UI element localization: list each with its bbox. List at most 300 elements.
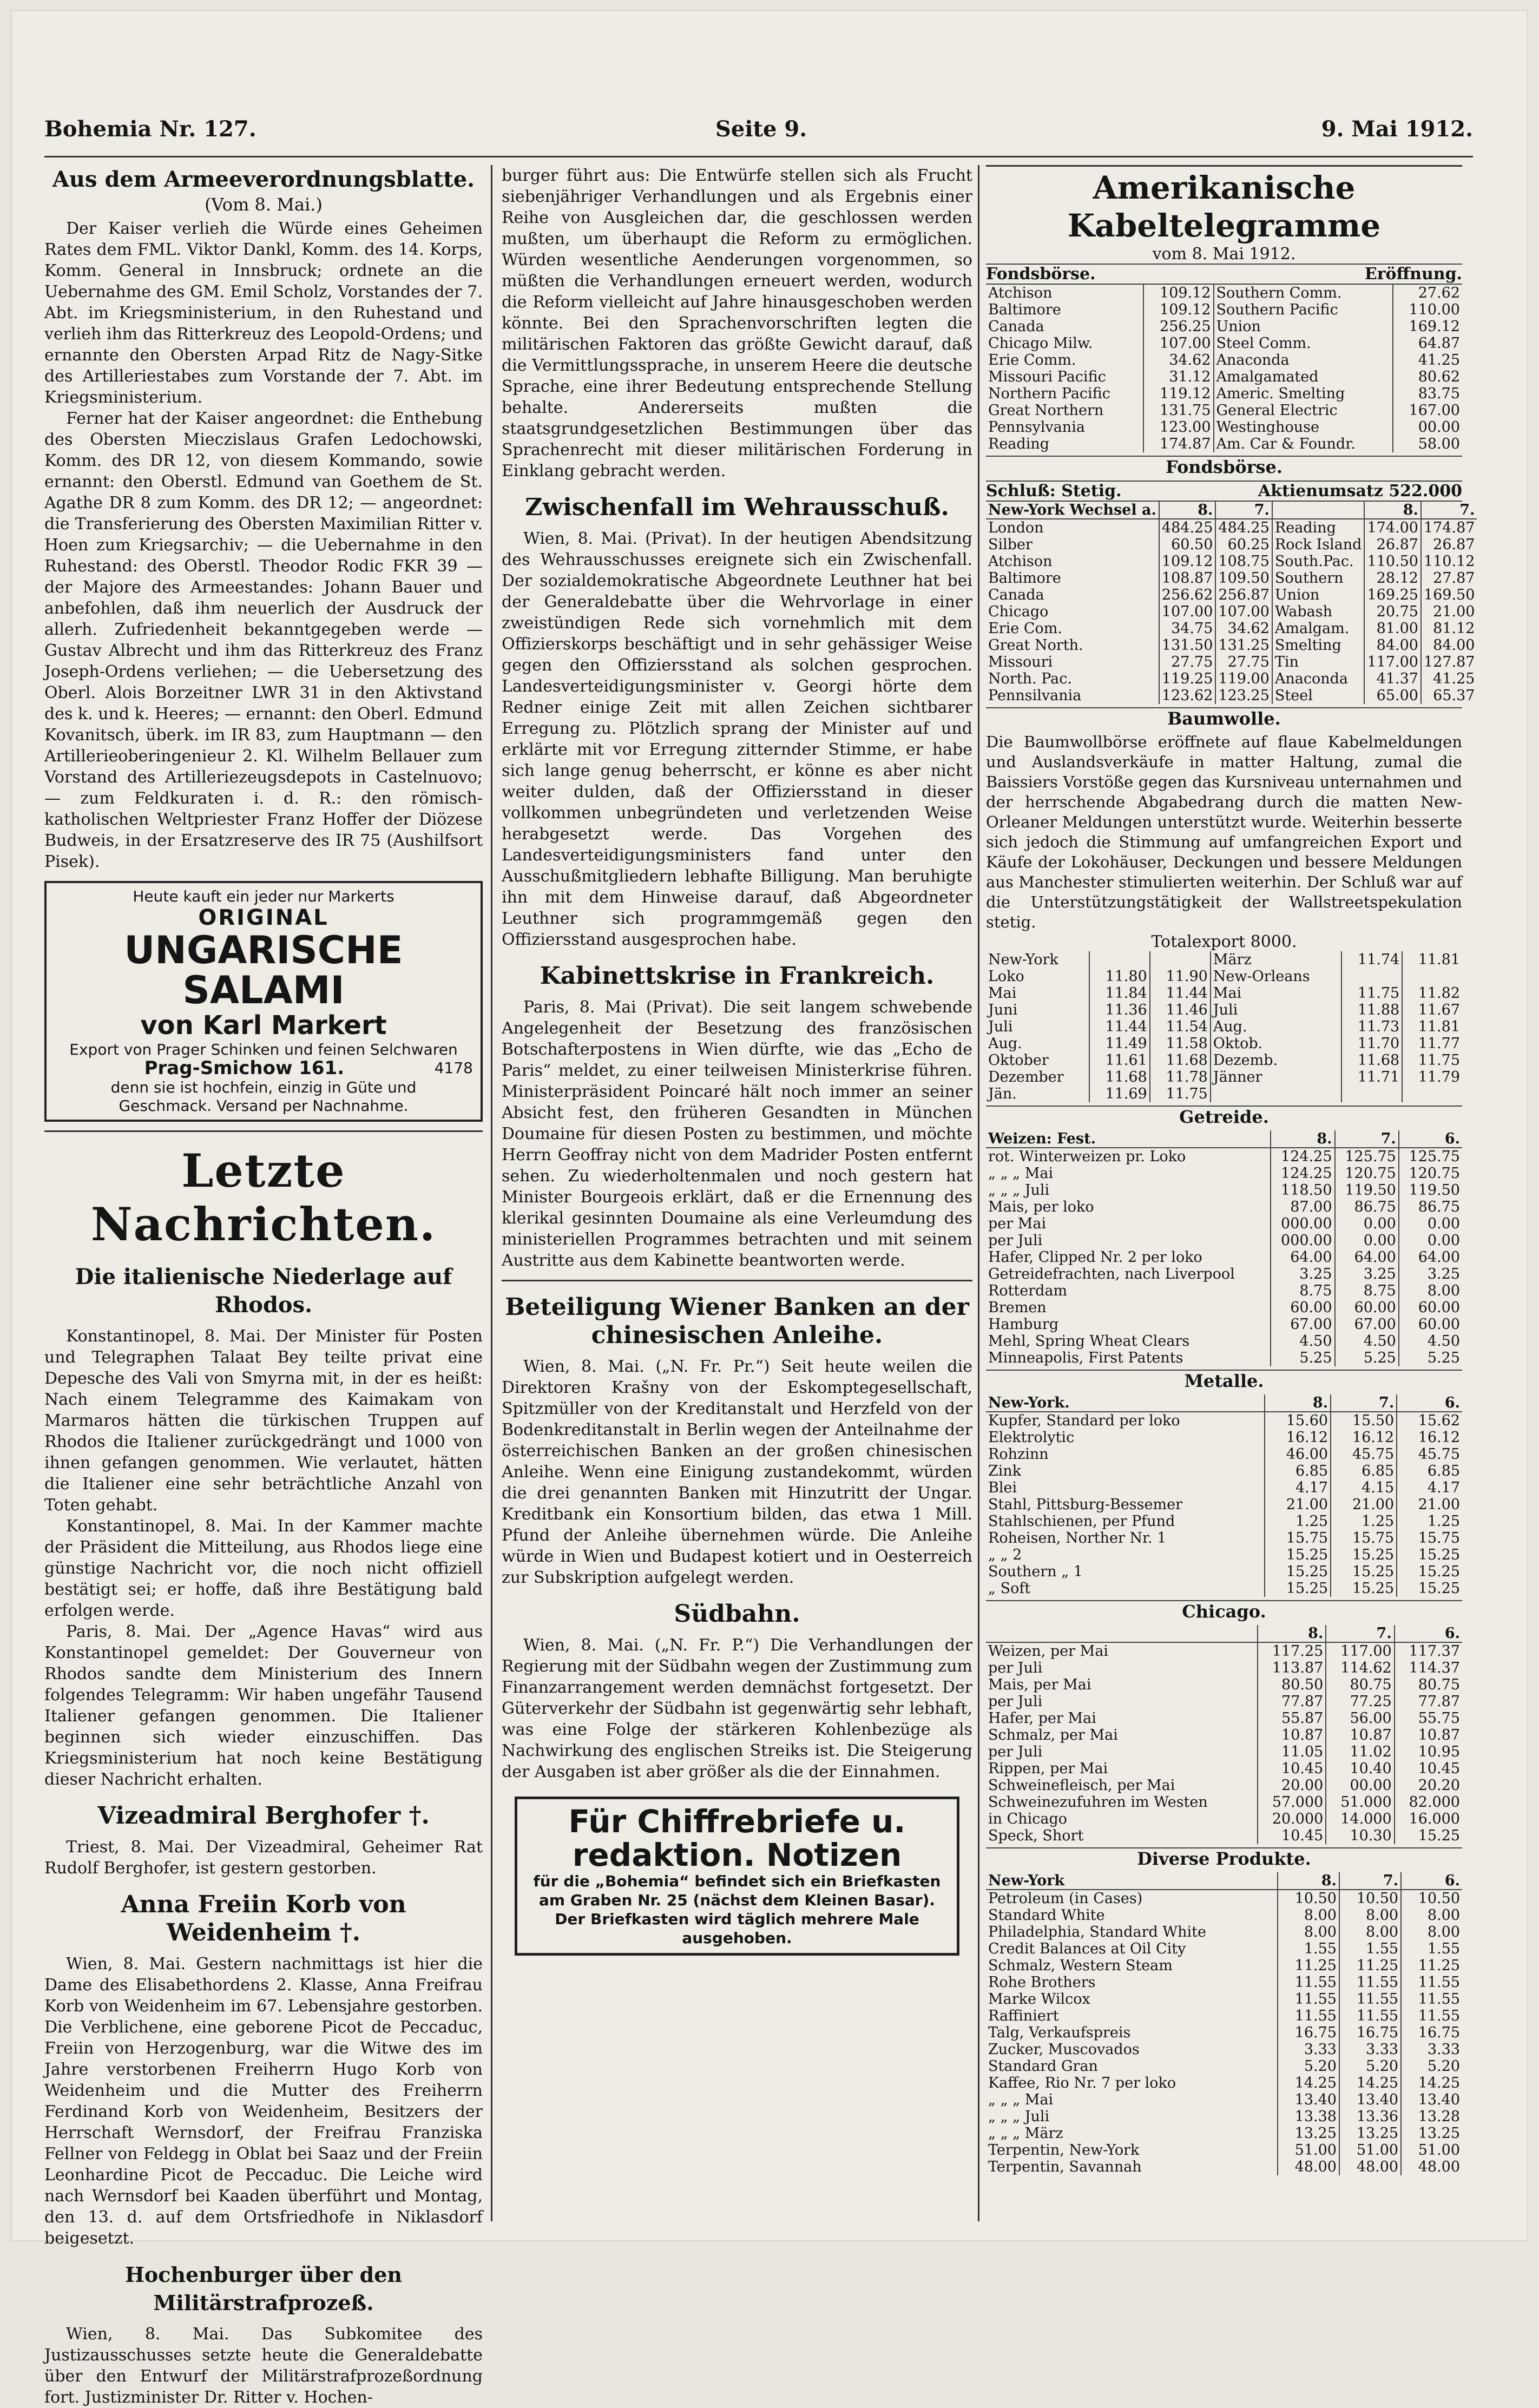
fonds-opening-table <box>986 285 1462 452</box>
table-row <box>986 587 1477 603</box>
table-cell: 34.62 <box>1143 352 1213 369</box>
table-cell: 11.90 <box>1150 968 1211 985</box>
table-cell: 119.00 <box>1215 670 1272 687</box>
table-cell: 13.25 <box>1278 2125 1339 2142</box>
table-cell: „ „ „ Mai <box>988 1165 1054 1182</box>
table-cell: 15.62 <box>1397 1412 1462 1429</box>
table-cell: 82.000 <box>1395 1794 1462 1811</box>
table-cell: South.Pac. <box>1272 553 1365 570</box>
table-cell <box>1272 502 1365 519</box>
table-cell: 1.25 <box>1331 1513 1397 1530</box>
table-cell: 41.25 <box>1393 352 1462 369</box>
table-cell: Canada <box>988 587 1044 603</box>
table-row <box>986 570 1477 587</box>
table-cell: 6.85 <box>1397 1463 1462 1479</box>
table-cell: Southern <box>1272 570 1365 587</box>
table-cell: 21.00 <box>1421 603 1477 620</box>
table-row <box>986 335 1462 352</box>
table-cell: Hafer, Clipped Nr. 2 per loko <box>988 1249 1202 1266</box>
separator <box>502 1280 972 1281</box>
table-cell: 11.44 <box>1150 985 1211 1002</box>
chiffre-body: für die „Bohemia“ befindet sich ein Briefkasten am Graben Nr. 25 (nächst dem Kleinen Basar). Der Briefkasten wird täglich mehrere Male ausgehoben. <box>533 1872 941 1947</box>
table-cell: 15.25 <box>1397 1563 1462 1580</box>
table-cell: 10.50 <box>1339 1890 1401 1907</box>
table-cell: „ Soft <box>988 1580 1031 1597</box>
kabeltelegramme-title: Amerikanische Kabeltelegramme <box>986 165 1462 245</box>
table-cell: 11.77 <box>1402 1035 1462 1052</box>
table-cell: 127.87 <box>1421 654 1477 670</box>
baumwolle-table <box>986 951 1462 1102</box>
table-cell: 51.000 <box>1326 1794 1394 1811</box>
table-row <box>986 1479 1462 1496</box>
table-cell: 108.87 <box>1159 570 1215 587</box>
table-cell: 45.75 <box>1397 1446 1462 1463</box>
aktienumsatz-label: Aktienumsatz 522.000 <box>1258 482 1462 501</box>
table-cell: 3.33 <box>1339 2041 1401 2058</box>
table-cell: 16.12 <box>1397 1429 1462 1446</box>
table-row <box>986 2142 1462 2159</box>
table-cell: 87.00 <box>1271 1199 1334 1215</box>
table-cell: 86.75 <box>1399 1199 1462 1215</box>
chiffre-title-2: redaktion. Notizen <box>572 1837 902 1873</box>
column-rule-2 <box>978 165 979 2221</box>
table-cell: 6.85 <box>1265 1463 1331 1479</box>
table-cell: 34.62 <box>1215 620 1272 637</box>
table-cell <box>1402 1085 1462 1102</box>
table-cell: 57.000 <box>1258 1794 1326 1811</box>
vizeadmiral-paragraph: Triest, 8. Mai. Der Vizeadmiral, Geheimer Rat Rudolf Berghofer, ist gestern gestorben. <box>44 1838 483 1878</box>
table-cell: 16.75 <box>1278 2024 1339 2041</box>
table-cell: 20.00 <box>1258 1777 1326 1794</box>
table-cell: 80.75 <box>1395 1676 1462 1693</box>
table-row <box>986 318 1462 335</box>
table-cell: 20.20 <box>1395 1777 1462 1794</box>
table-cell: Amalgam. <box>1272 620 1365 637</box>
table-cell: 117.25 <box>1258 1642 1326 1660</box>
table-cell: 55.87 <box>1258 1710 1326 1727</box>
table-cell: 256.62 <box>1159 587 1215 603</box>
table-cell: Schweinefleisch, per Mai <box>988 1777 1175 1794</box>
table-cell: 26.87 <box>1421 536 1477 553</box>
table-cell: 51.00 <box>1278 2142 1339 2159</box>
rhodos-paragraph-2: Konstantinopel, 8. Mai. In der Kammer machte der Präsident die Mitteilung, aus Rhodos liege eine günstige Nachricht vor, die noch nicht offiziell bestätigt sei; er hoffe, daß ihre Bestätigung bald erfolgen werde. <box>44 1517 483 1620</box>
table-cell: Hafer, per Mai <box>988 1710 1096 1727</box>
table-cell: 8. <box>1278 1872 1339 1890</box>
table-cell: 60.00 <box>1271 1299 1334 1316</box>
table-cell: 119.50 <box>1399 1182 1462 1199</box>
table-row <box>986 1530 1462 1547</box>
table-cell: Canada <box>988 318 1044 335</box>
table-row <box>986 2058 1462 2075</box>
table-cell: 13.25 <box>1401 2125 1462 2142</box>
table-cell: 174.00 <box>1364 519 1420 536</box>
table-cell: 11.78 <box>1150 1069 1211 1085</box>
table-cell: Hamburg <box>988 1316 1059 1333</box>
table-cell: 13.40 <box>1401 2091 1462 2108</box>
table-cell: Petroleum (in Cases) <box>988 1890 1143 1907</box>
table-cell: 13.38 <box>1278 2108 1339 2125</box>
ad-line-2: ORIGINAL <box>198 905 329 930</box>
table-row <box>986 1693 1462 1710</box>
table-cell: Talg, Verkaufspreis <box>988 2024 1131 2041</box>
table-cell: 11.44 <box>1089 1018 1150 1035</box>
table-cell: Juli <box>1211 1002 1341 1018</box>
table-cell: 84.00 <box>1364 637 1420 654</box>
table-cell: 167.00 <box>1393 402 1462 419</box>
baumwolle-note: Die Baumwollbörse eröffnete auf flaue Kabelmeldungen und Auslandsverkäufe in matter Haltung, zumal die Baissiers Vorstöße gegen das Kursniveau unternahmen und der herrschende Abgabedrang durch die matten New-Orleaner Meldungen unterstützt wurde. Weiterhin besserte sich jedoch die Stimmung auf umfangreichen Export und Käufe der Lokohäuser, Deckungen und bessere Meldungen aus Manchester stimulierten weiterhin. Der Schluß war auf die Unterstützungstätigkeit der Wallstreetspekulation stetig. <box>986 733 1462 931</box>
table-cell <box>1341 968 1402 985</box>
table-cell: 56.00 <box>1326 1710 1394 1727</box>
table-cell: 0.00 <box>1335 1232 1399 1249</box>
table-cell: 7. <box>1215 502 1272 519</box>
table-row <box>986 369 1462 385</box>
table-cell: 60.00 <box>1335 1299 1399 1316</box>
table-cell: Stahlschienen, per Pfund <box>988 1513 1175 1530</box>
column-1 <box>44 165 483 2407</box>
fonds2-label: Fondsbörse. <box>986 456 1462 477</box>
table-cell: 109.12 <box>1143 285 1213 301</box>
table-cell: 118.50 <box>1271 1182 1334 1199</box>
table-cell: Minneapolis, First Patents <box>988 1350 1183 1366</box>
table-cell <box>1211 1085 1341 1102</box>
table-cell: Rock Island <box>1272 536 1365 553</box>
table-cell: Rotterdam <box>988 1282 1068 1299</box>
table-cell: 81.00 <box>1364 620 1420 637</box>
table-cell: 77.87 <box>1258 1693 1326 1710</box>
table-cell: Blei <box>988 1479 1017 1496</box>
table-cell: 11.75 <box>1341 985 1402 1002</box>
table-cell: Mais, per Mai <box>988 1676 1091 1693</box>
hochenburger-continued: burger führt aus: Die Entwürfe stellen sich als Frucht siebenjähriger Verhandlungen und als Ergebnis einer Reihe von Ausgleichen dar, die geschlossen werden mußten, um überhaupt die Reform zu ermöglichen. Würden wesentliche Aenderungen vorgenommen, so müßten die Verhandlungen erneuert werden, wodurch die Reform vielleicht auf Jahre hinausgeschoben werden könnte. Bei den Sprachenvorschriften legten die militärischen Faktoren das größte Gewicht darauf, daß die Vermittlungssprache, in unserem Heere die deutsche Sprache, eine ihrer Bedeutung entsprechende Stellung behalte. Andererseits mußten die staatsgrundgesetzlichen Bestimmungen über das Sprachenrecht mit dieser militärischen Forderung in Einklang gebracht werden. <box>502 166 972 481</box>
table-cell: 64.00 <box>1271 1249 1334 1266</box>
table-cell: New-York. <box>986 1394 1265 1412</box>
rhodos-title: Die italienische Niederlage auf Rhodos. <box>75 1264 452 1318</box>
page-header <box>44 116 1473 142</box>
table-cell: Juli <box>988 1018 1013 1035</box>
table-cell: Baltimore <box>988 570 1061 587</box>
table-cell: 8. <box>1159 502 1215 519</box>
table-row <box>986 402 1462 419</box>
table-cell: 5.20 <box>1339 2058 1401 2075</box>
table-row <box>986 1940 1462 1957</box>
table-row <box>986 1069 1462 1085</box>
table-row <box>986 2091 1462 2108</box>
table-cell: 11.55 <box>1339 2008 1401 2024</box>
table-cell: 15.75 <box>1331 1530 1397 1547</box>
table-cell: 4.17 <box>1265 1479 1331 1496</box>
table-cell: 80.75 <box>1326 1676 1394 1693</box>
column-2 <box>502 165 972 2224</box>
table-cell: Atchison <box>988 553 1053 570</box>
table-row <box>986 1018 1462 1035</box>
table-cell: 14.000 <box>1326 1811 1394 1827</box>
column-3 <box>986 165 1475 2224</box>
table-cell: rot. Winterweizen pr. Loko <box>988 1148 1186 1165</box>
table-cell: Dezember <box>988 1069 1064 1085</box>
table-cell: 8.00 <box>1278 1924 1339 1940</box>
table-cell: 14.25 <box>1339 2075 1401 2091</box>
table-row <box>986 1035 1462 1052</box>
table-row <box>986 1299 1462 1316</box>
table-cell: 64.00 <box>1335 1249 1399 1266</box>
table-cell: 1.55 <box>1339 1940 1401 1957</box>
table-cell: 15.60 <box>1265 1412 1331 1429</box>
banken-title: Beteiligung Wiener Banken an der chinesischen Anleihe. <box>505 1293 969 1349</box>
table-cell: 8. <box>1271 1130 1334 1148</box>
table-cell: 80.50 <box>1258 1676 1326 1693</box>
table-cell: 109.12 <box>1143 301 1213 318</box>
table-cell: 65.37 <box>1421 687 1477 704</box>
table-cell: per Juli <box>988 1232 1043 1249</box>
table-cell: 15.25 <box>1265 1563 1331 1580</box>
table-cell: „ „ „ März <box>988 2125 1063 2142</box>
table-cell: 28.12 <box>1364 570 1420 587</box>
table-cell: 131.50 <box>1159 637 1215 654</box>
vizeadmiral-title: Vizeadmiral Berghofer †. <box>97 1802 430 1830</box>
table-cell: 3.33 <box>1401 2041 1462 2058</box>
table-header-row <box>986 502 1477 519</box>
table-row <box>986 1199 1462 1215</box>
table-cell: Am. Car & Foundr. <box>1214 436 1393 452</box>
table-cell: 10.87 <box>1395 1727 1462 1744</box>
table-cell: 16.12 <box>1265 1429 1331 1446</box>
table-row <box>986 519 1477 536</box>
table-cell: 10.50 <box>1401 1890 1462 1907</box>
table-header-row <box>986 1872 1462 1890</box>
table-cell <box>1089 951 1150 968</box>
korb-title: Anna Freiin Korb von Weidenheim †. <box>121 1891 406 1946</box>
table-cell: 10.30 <box>1326 1827 1394 1844</box>
table-cell: 45.75 <box>1331 1446 1397 1463</box>
table-cell: Great Northern <box>988 402 1104 419</box>
table-cell: 10.45 <box>1258 1827 1326 1844</box>
table-cell: 107.00 <box>1159 603 1215 620</box>
banken-paragraph: Wien, 8. Mai. („N. Fr. Pr.“) Seit heute weilen die Direktoren Krašny von der Eskomptegesellschaft, Spitzmüller von der Kreditanstalt und Herzfeld von der Bodenkreditanstalt in Berlin wegen der Anteilnahme der österreichischen Banken an der großen chinesischen Anleihe. Wenn eine Einigung zustandekommt, würden die drei genannten Banken mit Hinzutritt der Ungar. Kreditbank ein Konsortium bilden, das etwa 1 Mill. Pfund der Anleihe übernehmen würde. Die Anleihe würde in Wien und Budapest kotiert und in Oesterreich zur Subskription aufgelegt werden. <box>502 1357 972 1587</box>
table-cell: 8. <box>1364 502 1420 519</box>
table-cell: 169.25 <box>1364 587 1420 603</box>
table-cell: 131.75 <box>1143 402 1213 419</box>
kabinettskrise-title: Kabinettskrise in Frankreich. <box>540 962 935 990</box>
table-cell: Roheisen, Norther Nr. 1 <box>988 1530 1167 1547</box>
table-cell: Mai <box>1211 985 1341 1002</box>
table-cell: Americ. Smelting <box>1214 385 1393 402</box>
table-cell: General Electric <box>1214 402 1393 419</box>
table-cell: 11.61 <box>1089 1052 1150 1069</box>
table-cell: 8.00 <box>1399 1282 1462 1299</box>
letzte-nachrichten-heading: Letzte Nachrichten. <box>90 1144 437 1251</box>
suedbahn-paragraph: Wien, 8. Mai. („N. Fr. P.“) Die Verhandlungen der Regierung mit der Südbahn wegen der Zustimmung zum Finanzarrangement werden demnächst fortgesetzt. Der Güterverkehr der Südbahn ist gegenwärtig sehr lebhaft, was eine Folge der stärkeren Kohlenbezüge als Nachwirkung des englischen Streiks ist. Die Steigerung der Ausgaben ist aber größer als die der Einnahmen. <box>502 1636 972 1781</box>
table-cell: 15.50 <box>1331 1412 1397 1429</box>
table-cell: 15.75 <box>1265 1530 1331 1547</box>
table-cell: Elektrolytic <box>988 1429 1075 1446</box>
table-row <box>986 1547 1462 1563</box>
table-cell: Great North. <box>988 637 1083 654</box>
table-cell: 27.87 <box>1421 570 1477 587</box>
table-row <box>986 1182 1462 1199</box>
table-cell: 119.12 <box>1143 385 1213 402</box>
table-cell: 10.50 <box>1278 1890 1339 1907</box>
table-cell: 27.75 <box>1215 654 1272 670</box>
table-cell: 51.00 <box>1339 2142 1401 2159</box>
ad-line-8: Geschmack. Versand per Nachnahme. <box>119 1097 409 1115</box>
table-row <box>986 1827 1462 1844</box>
table-cell: 84.00 <box>1421 637 1477 654</box>
table-cell: 11.68 <box>1089 1069 1150 1085</box>
table-cell: 34.75 <box>1159 620 1215 637</box>
schluss-row <box>986 481 1462 502</box>
table-cell: Union <box>1272 587 1365 603</box>
table-row <box>986 1052 1462 1069</box>
table-row <box>986 1676 1462 1693</box>
getreide-label: Getreide. <box>986 1106 1462 1127</box>
table-cell: 60.50 <box>1159 536 1215 553</box>
table-cell: 64.00 <box>1399 1249 1462 1266</box>
table-row <box>986 2041 1462 2058</box>
table-cell: 484.25 <box>1159 519 1215 536</box>
rhodos-paragraph-1: Konstantinopel, 8. Mai. Der Minister für Posten und Telegraphen Talaat Bey teilte privat eine Depesche des Vali von Smyrna mit, in der es heißt: Nach einem Telegramme des Kaimakam von Marmaros hätten die türkischen Truppen auf Rhodos die Italiener zurückgedrängt und 1000 von ihnen gefangen genommen. Wie verlautet, hätten die Italiener eine sehr beträchtliche Anzahl von Toten gehabt. <box>44 1327 483 1515</box>
table-row <box>986 1350 1462 1366</box>
table-cell: 3.25 <box>1399 1266 1462 1282</box>
table-cell: 00.00 <box>1393 419 1462 436</box>
table-cell <box>986 1625 1258 1642</box>
table-cell: 11.75 <box>1402 1052 1462 1069</box>
table-cell: 11.25 <box>1401 1957 1462 1974</box>
table-cell: 117.37 <box>1395 1642 1462 1660</box>
table-cell: Jänner <box>1211 1069 1341 1085</box>
table-cell: 86.75 <box>1335 1199 1399 1215</box>
table-cell: 15.75 <box>1397 1530 1462 1547</box>
table-cell: Rippen, per Mai <box>988 1760 1108 1777</box>
table-cell: 11.74 <box>1341 951 1402 968</box>
table-row <box>986 436 1462 452</box>
table-cell: 31.12 <box>1143 369 1213 385</box>
newspaper-page <box>12 11 1527 2407</box>
table-row <box>986 1496 1462 1513</box>
table-cell: Philadelphia, Standard White <box>988 1924 1206 1940</box>
table-cell: 16.75 <box>1339 2024 1401 2041</box>
table-cell: „ „ „ Mai <box>988 2091 1054 2108</box>
table-cell: 119.50 <box>1335 1182 1399 1199</box>
table-cell: per Juli <box>988 1660 1043 1676</box>
table-cell: 16.12 <box>1331 1429 1397 1446</box>
table-cell: 67.00 <box>1335 1316 1399 1333</box>
table-cell: Oktober <box>988 1052 1049 1069</box>
table-cell: Zucker, Muscovados <box>988 2041 1140 2058</box>
table-cell: 21.00 <box>1265 1496 1331 1513</box>
table-row <box>986 951 1462 968</box>
table-cell: New-York Wechsel a. <box>986 502 1159 519</box>
eroeffnung-label: Eröffnung. <box>1364 265 1462 284</box>
table-row <box>986 2159 1462 2175</box>
table-row <box>986 1266 1462 1282</box>
table-cell: 16.000 <box>1395 1811 1462 1827</box>
table-cell: Terpentin, New-York <box>988 2142 1140 2159</box>
table-cell: Wabash <box>1272 603 1365 620</box>
table-row <box>986 385 1462 402</box>
table-header-row <box>986 1394 1462 1412</box>
table-cell: 1.25 <box>1265 1513 1331 1530</box>
table-cell: 15.25 <box>1397 1580 1462 1597</box>
table-cell: 6. <box>1401 1872 1462 1890</box>
table-cell: 81.12 <box>1421 620 1477 637</box>
table-row <box>986 1760 1462 1777</box>
table-cell: 65.00 <box>1364 687 1420 704</box>
table-cell: 11.69 <box>1089 1085 1150 1102</box>
ad-address-text: Prag-Smichow 161. <box>144 1057 345 1079</box>
table-cell: 15.25 <box>1395 1827 1462 1844</box>
table-row <box>986 603 1477 620</box>
table-cell: Silber <box>988 536 1032 553</box>
table-cell: Bremen <box>988 1299 1047 1316</box>
column-rule-1 <box>491 165 492 2221</box>
table-cell: 13.28 <box>1401 2108 1462 2125</box>
table-cell: 11.55 <box>1401 1974 1462 1991</box>
table-cell: 11.05 <box>1258 1744 1326 1760</box>
table-row <box>986 1282 1462 1299</box>
table-cell: 7. <box>1339 1872 1401 1890</box>
table-row <box>986 1727 1462 1744</box>
table-cell: Terpentin, Savannah <box>988 2159 1142 2175</box>
table-cell: 13.25 <box>1339 2125 1401 2142</box>
table-cell: März <box>1211 951 1341 968</box>
fonds-label: Fondsbörse. <box>986 265 1096 284</box>
table-cell: Weizen: Fest. <box>986 1130 1271 1148</box>
table-cell: 21.00 <box>1331 1496 1397 1513</box>
table-row <box>986 1215 1462 1232</box>
table-cell: 4.50 <box>1271 1333 1334 1350</box>
table-row <box>986 1333 1462 1350</box>
table-cell: 15.25 <box>1331 1563 1397 1580</box>
table-cell: 11.55 <box>1401 2008 1462 2024</box>
table-cell: 123.62 <box>1159 687 1215 704</box>
table-cell: Baltimore <box>988 301 1061 318</box>
table-cell: 11.79 <box>1402 1069 1462 1085</box>
table-cell: 3.25 <box>1271 1266 1334 1282</box>
table-cell: 6. <box>1399 1130 1462 1148</box>
table-cell: Reading <box>1272 519 1365 536</box>
table-cell: Stahl, Pittsburg-Bessemer <box>988 1496 1182 1513</box>
table-cell: Speck, Short <box>988 1827 1084 1844</box>
table-cell: 41.37 <box>1364 670 1420 687</box>
table-cell: 11.49 <box>1089 1035 1150 1052</box>
table-cell: 83.75 <box>1393 385 1462 402</box>
kabel-date: vom 8. Mai 1912. <box>1152 245 1296 264</box>
table-cell: Erie Comm. <box>988 352 1076 369</box>
table-cell: 15.25 <box>1331 1547 1397 1563</box>
table-cell: Amalgamated <box>1214 369 1393 385</box>
hochenburger-title: Hochenburger über den Militärstrafprozeß. <box>124 2262 403 2315</box>
table-cell: 41.25 <box>1421 670 1477 687</box>
table-cell: 11.25 <box>1278 1957 1339 1974</box>
wehrausschuss-title: Zwischenfall im Wehrausschuß. <box>525 494 949 521</box>
table-cell: 00.00 <box>1326 1777 1394 1794</box>
table-cell <box>1341 1085 1402 1102</box>
table-header-row <box>986 1625 1462 1642</box>
table-cell: 107.00 <box>1143 335 1213 352</box>
table-row <box>986 1463 1462 1479</box>
table-cell: Marke Wilcox <box>988 1991 1090 2008</box>
table-cell: 8.00 <box>1339 1924 1401 1940</box>
table-cell: Zink <box>988 1463 1022 1479</box>
table-cell: 11.02 <box>1326 1744 1394 1760</box>
table-cell: 125.75 <box>1399 1148 1462 1165</box>
table-cell: 13.36 <box>1339 2108 1401 2125</box>
table-cell: 6.85 <box>1331 1463 1397 1479</box>
table-cell <box>1402 968 1462 985</box>
table-cell: Raffiniert <box>988 2008 1059 2024</box>
table-cell: Atchison <box>988 285 1053 301</box>
table-row <box>986 536 1477 553</box>
